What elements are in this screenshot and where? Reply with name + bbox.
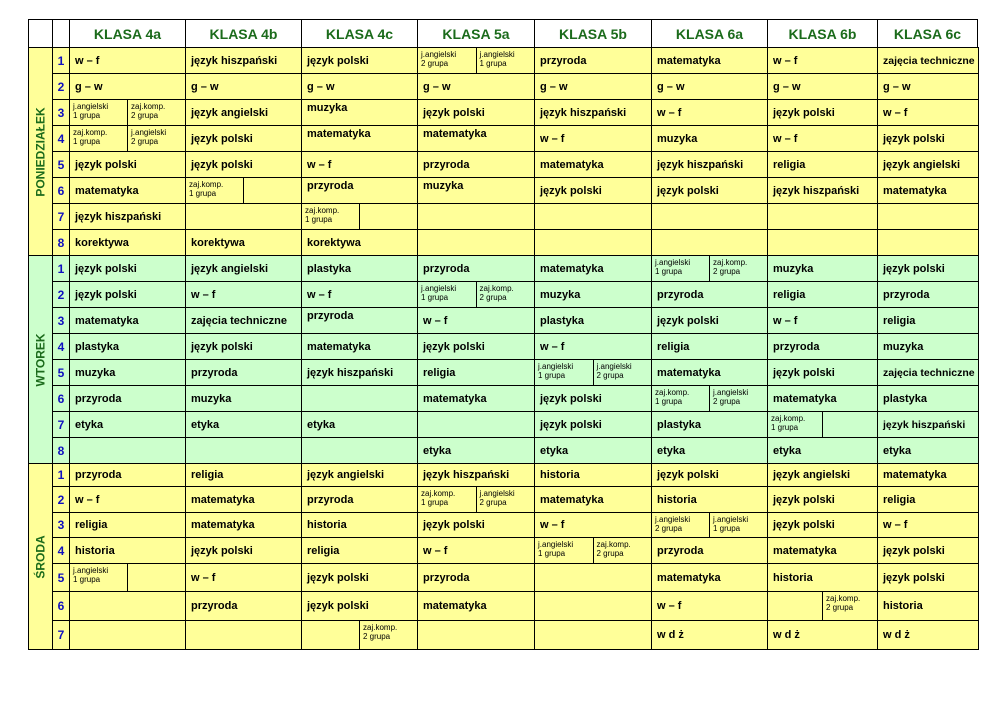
lesson-cell: przyroda	[69, 463, 186, 487]
lesson-cell: g – w	[877, 73, 979, 100]
lesson-cell: w – f	[417, 307, 535, 334]
lesson-cell	[185, 437, 302, 464]
lesson-cell: przyroda	[417, 255, 535, 282]
lesson-cell: w – f	[767, 307, 878, 334]
lesson-cell: język polski	[877, 537, 979, 564]
lesson-number: 3	[52, 307, 70, 334]
lesson-number: 1	[52, 463, 70, 487]
group-lesson: zaj.komp. 1 grupa	[73, 128, 108, 146]
lesson-cell: język polski	[877, 255, 979, 282]
lesson-cell: język polski	[767, 359, 878, 386]
lesson-cell: język polski	[301, 591, 418, 621]
group-lesson: zaj.komp. 2 grupa	[822, 592, 877, 620]
lesson-cell: plastyka	[651, 411, 768, 438]
lesson-cell: język hiszpański	[417, 463, 535, 487]
lesson-cell: w d ż	[651, 620, 768, 650]
lesson-cell-split	[69, 99, 186, 126]
lesson-cell: język hiszpański	[651, 151, 768, 178]
lesson-number: 5	[52, 359, 70, 386]
lesson-cell: g – w	[185, 73, 302, 100]
lesson-cell: przyroda	[301, 486, 418, 513]
lesson-cell: matematyka	[767, 537, 878, 564]
lesson-cell: zajęcia techniczne	[877, 47, 979, 74]
lesson-cell: język polski	[534, 385, 652, 412]
lesson-cell	[534, 229, 652, 256]
lesson-cell: matematyka	[534, 255, 652, 282]
lesson-cell: przyroda	[185, 591, 302, 621]
lesson-cell: korektywa	[69, 229, 186, 256]
lesson-cell: w – f	[69, 47, 186, 74]
group-lesson: j.angielski 2 grupa	[655, 515, 691, 533]
class-header: KLASA 6b	[767, 19, 878, 48]
lesson-cell: historia	[877, 591, 979, 621]
group-lesson	[768, 592, 822, 620]
lesson-cell	[767, 203, 878, 230]
group-lesson: j.angielski 1 grupa	[538, 362, 574, 380]
lesson-cell-split	[69, 563, 186, 592]
lesson-number: 6	[52, 591, 70, 621]
lesson-cell: etyka	[877, 437, 979, 464]
lesson-cell: historia	[651, 486, 768, 513]
lesson-cell: matematyka	[651, 359, 768, 386]
lesson-cell: religia	[417, 359, 535, 386]
group-lesson: j.angielski 1 grupa	[476, 48, 535, 73]
lesson-cell: język polski	[767, 486, 878, 513]
lesson-cell: korektywa	[301, 229, 418, 256]
lesson-cell	[651, 229, 768, 256]
lesson-cell: muzyka	[877, 333, 979, 360]
group-lesson: zaj.komp. 2 grupa	[127, 100, 185, 125]
day-name: ŚRODA	[33, 534, 48, 579]
lesson-cell: w – f	[185, 563, 302, 592]
class-header: KLASA 6c	[877, 19, 978, 48]
lesson-cell: przyroda	[301, 307, 418, 334]
group-lesson: j.angielski 2 grupa	[421, 50, 457, 68]
lesson-cell: przyroda	[301, 177, 418, 204]
lesson-cell: w – f	[69, 486, 186, 513]
lesson-cell	[417, 411, 535, 438]
lesson-number: 8	[52, 437, 70, 464]
lesson-cell: etyka	[651, 437, 768, 464]
group-lesson: j.angielski 1 grupa	[421, 284, 457, 302]
lesson-cell: plastyka	[877, 385, 979, 412]
lesson-cell-split	[651, 255, 768, 282]
lesson-number: 2	[52, 73, 70, 100]
lesson-cell	[534, 203, 652, 230]
corner-day	[28, 19, 53, 48]
lesson-cell: religia	[767, 151, 878, 178]
lesson-cell-split	[417, 281, 535, 308]
lesson-cell: język polski	[69, 281, 186, 308]
lesson-cell: muzyka	[69, 359, 186, 386]
lesson-cell: matematyka	[534, 486, 652, 513]
lesson-cell: religia	[651, 333, 768, 360]
lesson-cell: matematyka	[651, 563, 768, 592]
lesson-cell: w – f	[877, 512, 979, 538]
lesson-cell	[651, 203, 768, 230]
lesson-cell: matematyka	[301, 333, 418, 360]
lesson-number: 3	[52, 512, 70, 538]
lesson-cell: przyroda	[767, 333, 878, 360]
lesson-number: 7	[52, 203, 70, 230]
group-lesson: zaj.komp. 1 grupa	[655, 388, 690, 406]
lesson-cell: język polski	[767, 99, 878, 126]
lesson-cell: matematyka	[877, 177, 979, 204]
lesson-cell: język polski	[301, 47, 418, 74]
lesson-cell: plastyka	[69, 333, 186, 360]
lesson-cell: przyroda	[417, 151, 535, 178]
lesson-cell: zajęcia techniczne	[877, 359, 979, 386]
lesson-cell: język polski	[651, 463, 768, 487]
lesson-cell	[417, 620, 535, 650]
lesson-cell: przyroda	[417, 563, 535, 592]
lesson-cell: muzyka	[417, 177, 535, 204]
lesson-number: 2	[52, 281, 70, 308]
lesson-cell-split	[534, 537, 652, 564]
lesson-cell: muzyka	[767, 255, 878, 282]
day-name: PONIEDZIAŁEK	[33, 106, 48, 197]
lesson-cell	[69, 437, 186, 464]
lesson-cell: język polski	[767, 512, 878, 538]
lesson-cell: plastyka	[301, 255, 418, 282]
lesson-cell	[534, 563, 652, 592]
lesson-cell: w – f	[185, 281, 302, 308]
lesson-cell: korektywa	[185, 229, 302, 256]
lesson-cell-split	[651, 385, 768, 412]
lesson-cell: język angielski	[301, 463, 418, 487]
lesson-cell: etyka	[185, 411, 302, 438]
group-lesson: zaj.komp. 2 grupa	[593, 538, 652, 563]
lesson-cell	[767, 229, 878, 256]
lesson-cell: język polski	[651, 177, 768, 204]
lesson-cell: przyroda	[69, 385, 186, 412]
day-name: WTOREK	[33, 332, 48, 387]
lesson-cell	[69, 591, 186, 621]
lesson-cell: język angielski	[185, 255, 302, 282]
lesson-cell: plastyka	[534, 307, 652, 334]
corner-num	[52, 19, 70, 48]
group-lesson: j.angielski 1 grupa	[73, 102, 109, 120]
lesson-cell: w d ż	[767, 620, 878, 650]
group-lesson: zaj.komp. 1 grupa	[421, 489, 456, 507]
lesson-cell: w – f	[651, 591, 768, 621]
lesson-cell: w – f	[301, 281, 418, 308]
lesson-cell: język polski	[69, 255, 186, 282]
lesson-cell: w – f	[651, 99, 768, 126]
lesson-cell: matematyka	[417, 125, 535, 152]
lesson-cell: język polski	[651, 307, 768, 334]
lesson-cell: język polski	[417, 512, 535, 538]
lesson-cell	[69, 620, 186, 650]
lesson-cell: matematyka	[69, 307, 186, 334]
lesson-cell: etyka	[417, 437, 535, 464]
lesson-number: 4	[52, 125, 70, 152]
lesson-number: 7	[52, 411, 70, 438]
lesson-cell: przyroda	[877, 281, 979, 308]
lesson-number: 1	[52, 255, 70, 282]
lesson-cell: matematyka	[69, 177, 186, 204]
lesson-cell: muzyka	[185, 385, 302, 412]
lesson-cell-split	[767, 411, 878, 438]
lesson-cell-split	[534, 359, 652, 386]
group-lesson	[302, 621, 359, 649]
lesson-cell: w – f	[417, 537, 535, 564]
lesson-cell-split	[69, 125, 186, 152]
lesson-cell: g – w	[301, 73, 418, 100]
lesson-cell: w – f	[877, 99, 979, 126]
day-label	[28, 255, 53, 464]
lesson-cell: religia	[301, 537, 418, 564]
group-lesson: zaj.komp. 2 grupa	[359, 621, 417, 649]
lesson-cell: historia	[301, 512, 418, 538]
group-lesson: j.angielski 1 grupa	[538, 540, 574, 558]
lesson-cell: historia	[534, 463, 652, 487]
class-header: KLASA 4b	[185, 19, 302, 48]
lesson-cell: historia	[69, 537, 186, 564]
lesson-cell: muzyka	[651, 125, 768, 152]
lesson-cell	[301, 385, 418, 412]
lesson-cell: w d ż	[877, 620, 979, 650]
lesson-cell: w – f	[534, 333, 652, 360]
group-lesson: j.angielski 2 grupa	[593, 360, 652, 385]
group-lesson: zaj.komp. 1 grupa	[771, 414, 806, 432]
lesson-cell: matematyka	[534, 151, 652, 178]
lesson-cell: język polski	[534, 411, 652, 438]
group-lesson	[243, 178, 301, 203]
group-lesson: j.angielski 2 grupa	[709, 386, 767, 411]
group-lesson	[359, 204, 417, 229]
lesson-cell: język polski	[185, 151, 302, 178]
timetable	[28, 19, 978, 643]
lesson-cell: język polski	[417, 99, 535, 126]
lesson-number: 7	[52, 620, 70, 650]
lesson-cell: język hiszpański	[767, 177, 878, 204]
lesson-cell: język angielski	[877, 151, 979, 178]
day-label	[28, 463, 53, 650]
group-lesson: j.angielski 2 grupa	[476, 487, 535, 512]
lesson-cell: g – w	[417, 73, 535, 100]
lesson-cell: w – f	[301, 151, 418, 178]
lesson-cell: przyroda	[534, 47, 652, 74]
lesson-cell: matematyka	[301, 125, 418, 152]
lesson-cell: język polski	[185, 333, 302, 360]
lesson-cell	[534, 620, 652, 650]
group-lesson: zaj.komp. 1 grupa	[305, 206, 340, 224]
lesson-number: 3	[52, 99, 70, 126]
lesson-cell: etyka	[301, 411, 418, 438]
lesson-cell: g – w	[651, 73, 768, 100]
lesson-number: 8	[52, 229, 70, 256]
lesson-cell: etyka	[69, 411, 186, 438]
lesson-cell: język angielski	[767, 463, 878, 487]
lesson-cell-split	[417, 486, 535, 513]
lesson-cell: język hiszpański	[534, 99, 652, 126]
lesson-cell	[185, 620, 302, 650]
lesson-number: 5	[52, 151, 70, 178]
lesson-cell: w – f	[534, 512, 652, 538]
lesson-cell	[877, 203, 979, 230]
lesson-cell: g – w	[534, 73, 652, 100]
lesson-cell	[877, 229, 979, 256]
lesson-cell: język polski	[69, 151, 186, 178]
lesson-cell: matematyka	[767, 385, 878, 412]
group-lesson: zaj.komp. 1 grupa	[189, 180, 224, 198]
lesson-number: 6	[52, 177, 70, 204]
lesson-cell: język polski	[417, 333, 535, 360]
lesson-cell: język polski	[185, 125, 302, 152]
class-header: KLASA 4a	[69, 19, 186, 48]
group-lesson: j.angielski 1 grupa	[709, 513, 767, 537]
lesson-cell-split	[185, 177, 302, 204]
lesson-cell: zajęcia techniczne	[185, 307, 302, 334]
lesson-cell-split	[767, 591, 878, 621]
lesson-cell: matematyka	[185, 512, 302, 538]
lesson-cell: język polski	[301, 563, 418, 592]
lesson-cell: matematyka	[185, 486, 302, 513]
lesson-cell: język hiszpański	[69, 203, 186, 230]
lesson-cell: język hiszpański	[185, 47, 302, 74]
group-lesson: j.angielski 1 grupa	[655, 258, 691, 276]
class-header: KLASA 4c	[301, 19, 418, 48]
lesson-cell	[185, 203, 302, 230]
lesson-cell-split	[651, 512, 768, 538]
lesson-cell: język polski	[877, 125, 979, 152]
lesson-cell	[417, 203, 535, 230]
group-lesson: j.angielski 2 grupa	[127, 126, 185, 151]
lesson-number: 4	[52, 333, 70, 360]
lesson-cell: religia	[767, 281, 878, 308]
lesson-cell: w – f	[767, 47, 878, 74]
group-lesson	[127, 564, 185, 591]
lesson-cell: matematyka	[651, 47, 768, 74]
lesson-cell: matematyka	[417, 591, 535, 621]
lesson-cell: historia	[767, 563, 878, 592]
group-lesson: zaj.komp. 2 grupa	[709, 256, 767, 281]
lesson-cell: muzyka	[534, 281, 652, 308]
lesson-cell: etyka	[534, 437, 652, 464]
day-label	[28, 47, 53, 256]
lesson-number: 6	[52, 385, 70, 412]
class-header: KLASA 5a	[417, 19, 535, 48]
lesson-number: 1	[52, 47, 70, 74]
lesson-cell: język hiszpański	[301, 359, 418, 386]
lesson-number: 2	[52, 486, 70, 513]
lesson-cell: religia	[185, 463, 302, 487]
lesson-number: 5	[52, 563, 70, 592]
lesson-cell-split	[301, 620, 418, 650]
lesson-cell: język polski	[877, 563, 979, 592]
lesson-cell: przyroda	[651, 281, 768, 308]
lesson-cell: matematyka	[417, 385, 535, 412]
lesson-cell: religia	[69, 512, 186, 538]
lesson-cell: g – w	[69, 73, 186, 100]
lesson-number: 4	[52, 537, 70, 564]
lesson-cell: religia	[877, 307, 979, 334]
group-lesson	[822, 412, 877, 437]
class-header: KLASA 6a	[651, 19, 768, 48]
lesson-cell: język hiszpański	[877, 411, 979, 438]
group-lesson: j.angielski 1 grupa	[73, 566, 109, 584]
lesson-cell: w – f	[767, 125, 878, 152]
lesson-cell: religia	[877, 486, 979, 513]
lesson-cell	[301, 437, 418, 464]
lesson-cell: etyka	[767, 437, 878, 464]
lesson-cell	[417, 229, 535, 256]
lesson-cell: przyroda	[185, 359, 302, 386]
group-lesson: zaj.komp. 2 grupa	[476, 282, 535, 307]
lesson-cell: matematyka	[877, 463, 979, 487]
lesson-cell: przyroda	[651, 537, 768, 564]
lesson-cell: g – w	[767, 73, 878, 100]
lesson-cell: muzyka	[301, 99, 418, 126]
lesson-cell-split	[417, 47, 535, 74]
lesson-cell	[534, 591, 652, 621]
lesson-cell: język polski	[185, 537, 302, 564]
lesson-cell: język polski	[534, 177, 652, 204]
lesson-cell-split	[301, 203, 418, 230]
class-header: KLASA 5b	[534, 19, 652, 48]
lesson-cell: język angielski	[185, 99, 302, 126]
lesson-cell: w – f	[534, 125, 652, 152]
